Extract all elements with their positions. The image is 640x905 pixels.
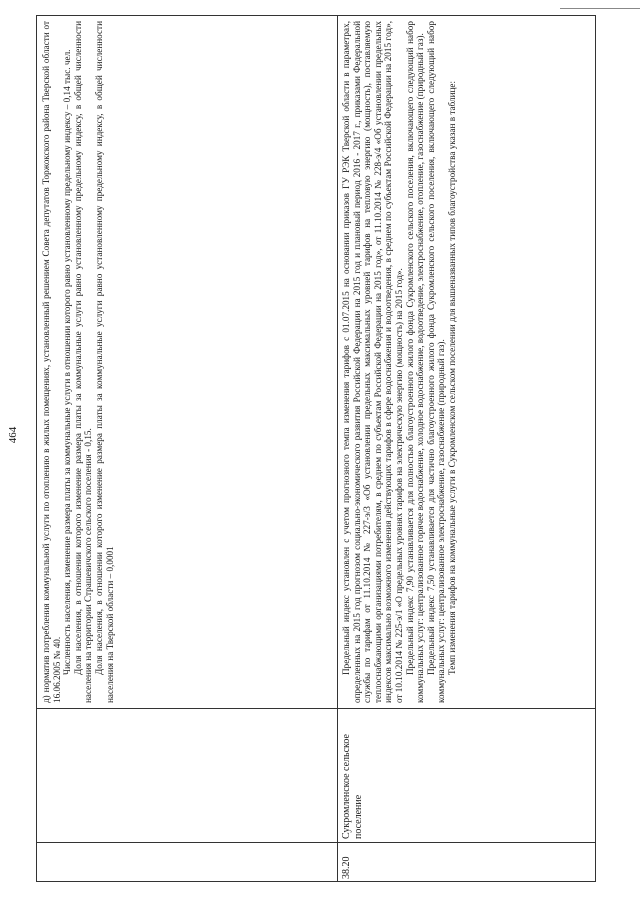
column-divider-number <box>37 842 595 843</box>
row1-paragraph-1: д) норматив потребления коммунальной услуги по отоплению в жилых помещениях, установленный решением Совета депутатов Торжокского района Тверской области от 16.06.2005 № 40. <box>41 21 62 703</box>
row1-paragraph-2: Численность населения, изменение размера платы за коммунальные услуги в отношении которого равно установленному предельному индексу – 0,14 тыс. чел. <box>62 49 73 675</box>
row1-paragraph-4: Доля населения, в отношении которого изменение размера платы за коммунальные услуги равно установленному предельному индексу, в общей численности населения на Тверской области – 0,0001 <box>93 21 115 703</box>
row2-text <box>341 21 458 703</box>
row1-text <box>41 21 115 703</box>
row2-number: 38.20 <box>341 856 352 879</box>
row2-paragraph-2: Предельный индекс 7,90 устанавливается для полностью благоустроенного жилого фонда Сукромленского сельского поселения, включающего следующий набор коммунальных услуг: централизованное горячее водоснабжение, холодное водоснабжение, водоотведение, электроснабжение, отопление, газоснабжение (природный газ). <box>404 21 426 703</box>
column-divider-name <box>37 708 595 709</box>
tariff-table <box>36 15 596 882</box>
row2-paragraph-1: Предельный индекс установлен с учетом прогнозного темпа изменения тарифов с 01.07.2015 на основании приказов ГУ РЭК Тверской области в параметрах, определенных на 2015 год прогнозом социально-экономического развития Российской Федерации на 2015 год и плановый период 2016 - 2017 г., приказами Федеральной службы по тарифам от 11.10.2014 № 227-э/3 «Об установлении предельных максимальных уровней тарифов на тепловую энергию (мощность), поставляемую теплоснабжающими организациями потребителям, в среднем по субъектам Российской Федерации на 2015 год», от 11.10.2014 № 228-э/4 «Об установлении предельных индексов максимально возможного изменения действующих тарифов в сфере водоснабжения и водоотведения, в среднем по субъектам Российской Федерации на 2015 год», от 10.10.2014 № 225-э/1 «О предельных уровнях тарифов на электрическую энергию (мощность) на 2015 год». <box>341 21 404 703</box>
row2-paragraph-4: Темп изменения тарифов на коммунальные услуги в Сукромленском сельском поселении для вышеназванных типов благоустройства указан в таблице: <box>446 80 457 675</box>
page-number: 464 <box>7 426 19 444</box>
row2-settlement-name: Сукромленское сельское поселение <box>341 734 364 839</box>
row2-paragraph-3: Предельный индекс 7,50 устанавливается для частично благоустроенного жилого фонда Сукромленского сельского поселения, включающего следующий набор коммунальных услуг: централизованное электроснабжение, газоснабжение (природный газ). <box>425 21 447 703</box>
row-divider <box>337 16 338 881</box>
row1-paragraph-3: Доля населения, в отношении которого изменение размера платы за коммунальные услуги равно установленному предельному индексу, в общей численности населения на территории Страшевичского сельского поселения - 0,15. <box>72 21 94 703</box>
